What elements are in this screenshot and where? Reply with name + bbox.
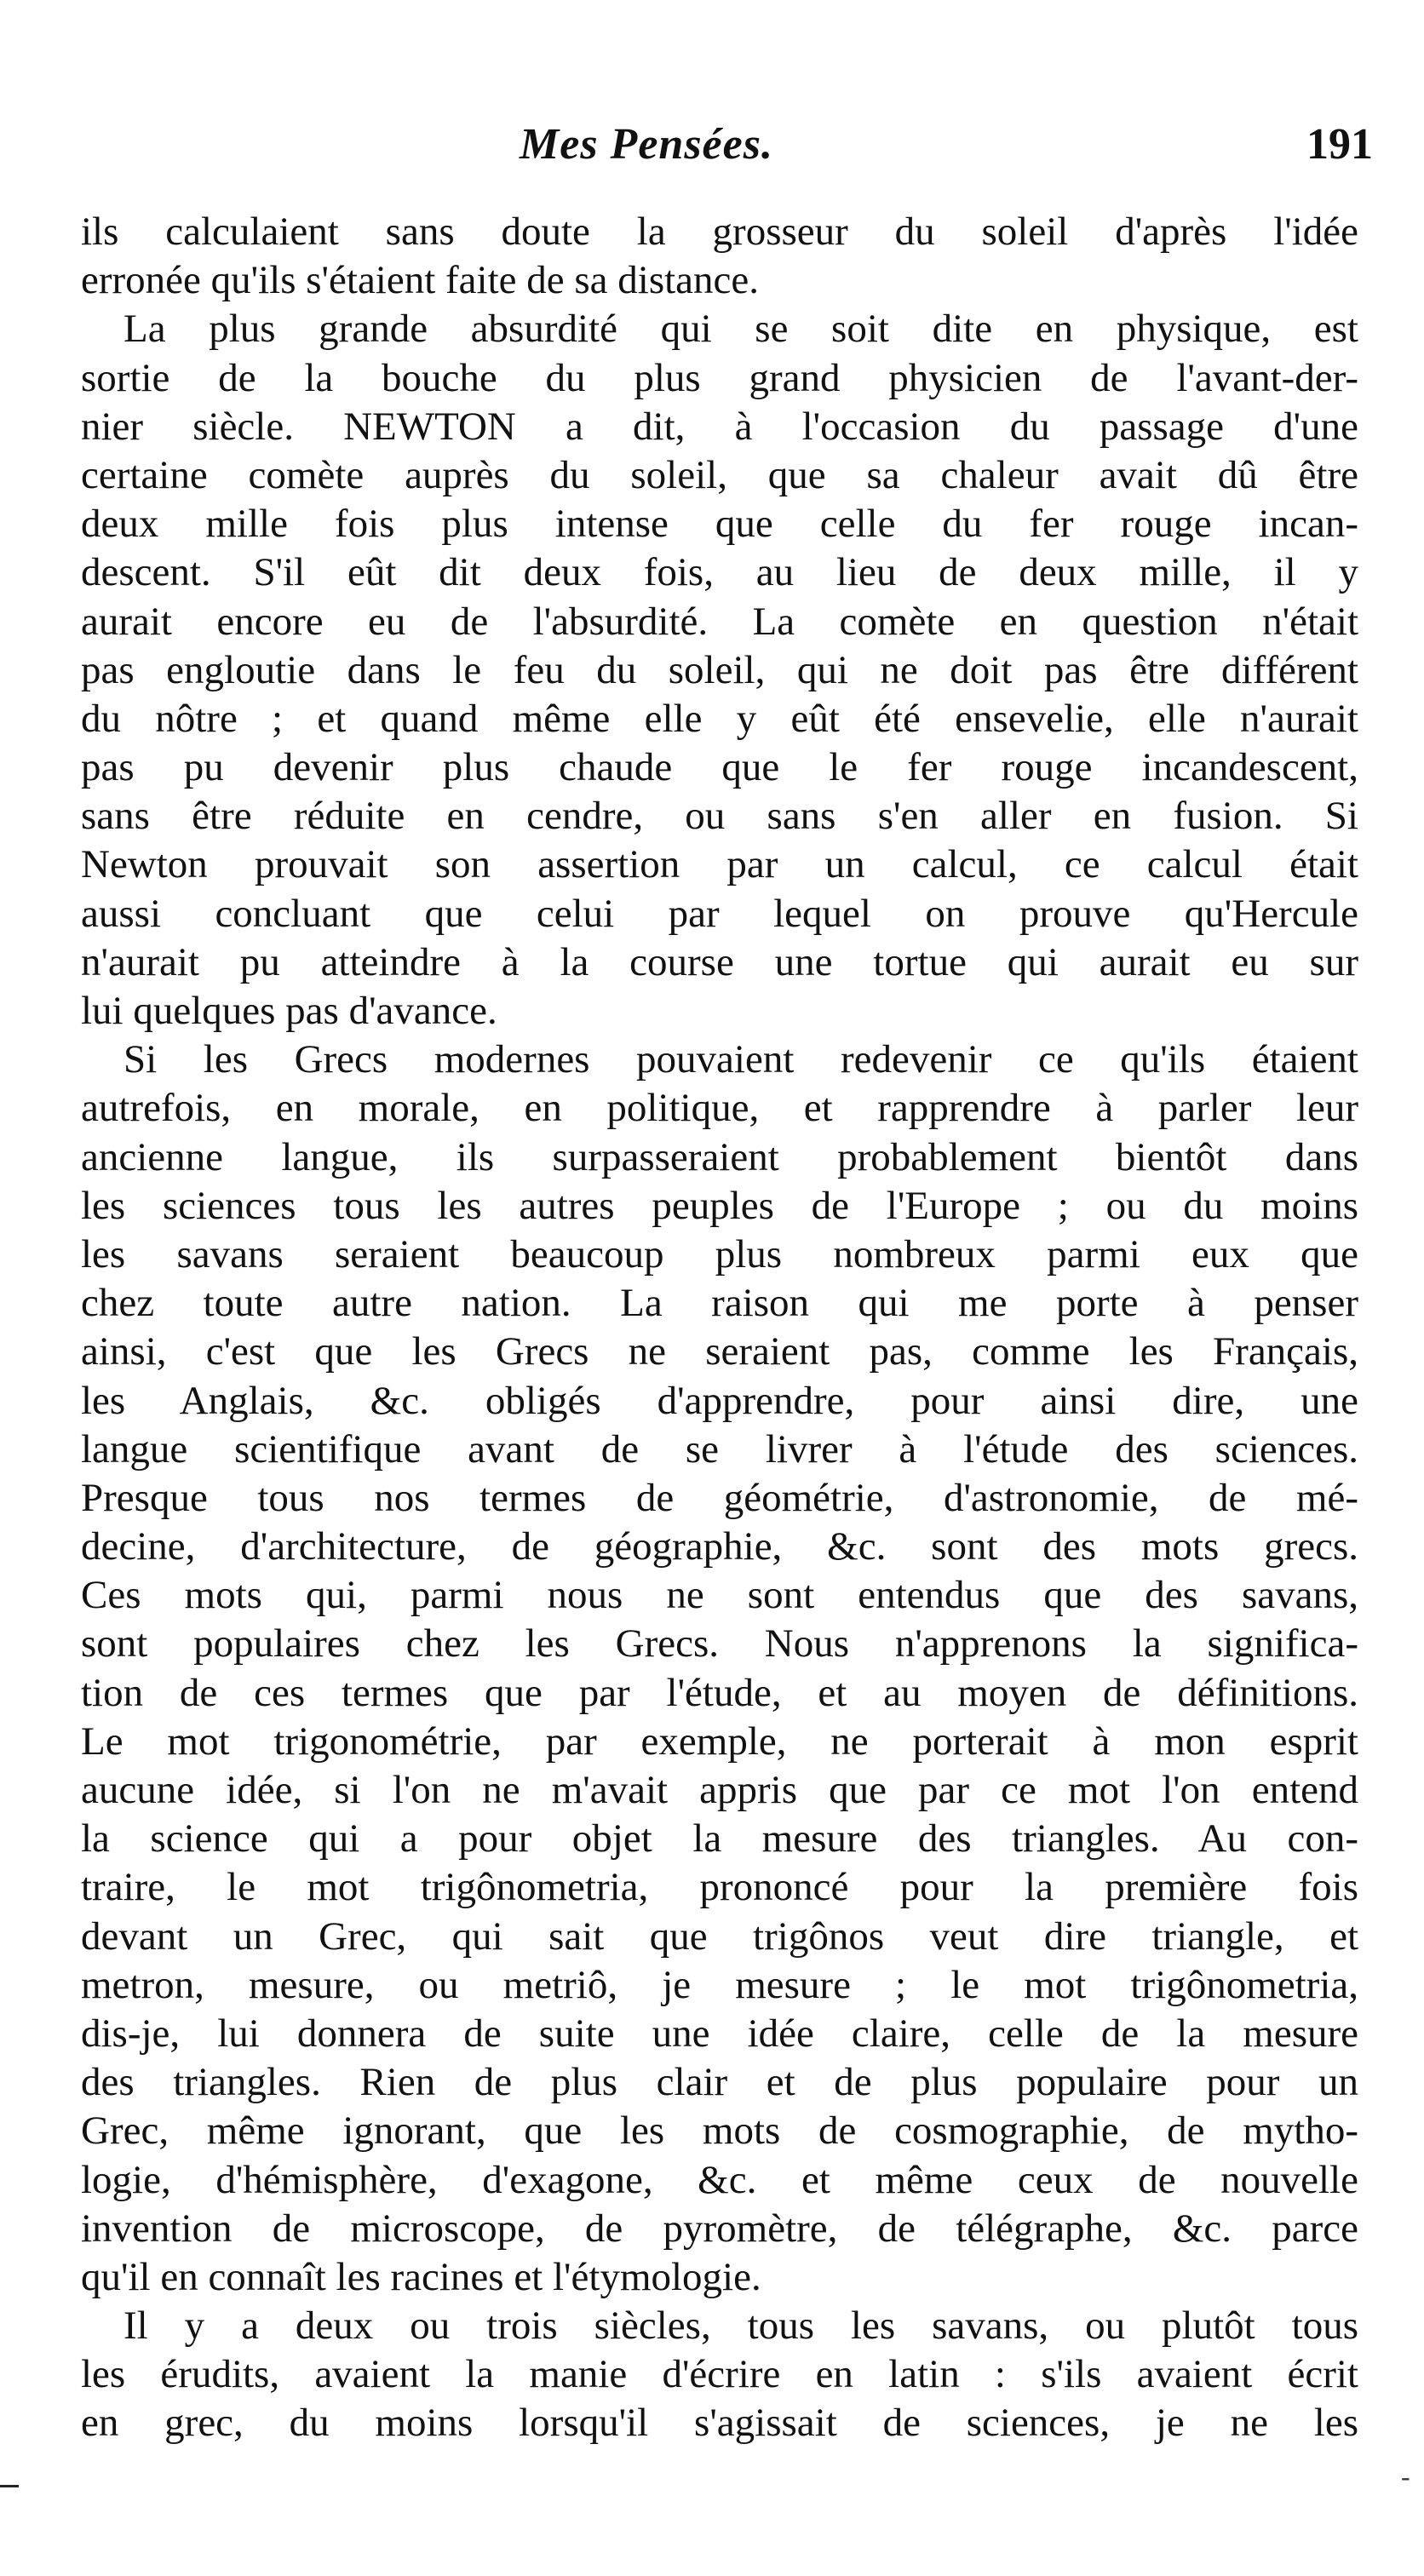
paragraph-start-line: Il y a deux ou trois siècles, tous les savans, ou plutôt tous: [123, 2303, 1358, 2349]
paragraph-start-line: La plus grande absurdité qui se soit dite en physique, est: [123, 307, 1358, 352]
text-line: la science qui a pour objet la mesure des triangles. Au con-: [81, 1816, 1358, 1862]
text-line: ainsi, c'est que les Grecs ne seraient pas, comme les Français,: [81, 1329, 1358, 1374]
text-line: traire, le mot trigônometria, prononcé pour la première fois: [81, 1865, 1358, 1910]
text-line: erronée qu'ils s'étaient faite de sa distance.: [81, 258, 760, 303]
text-line: Ces mots qui, parmi nous ne sont entendus que des savans,: [81, 1573, 1358, 1618]
text-line: langue scientifique avant de se livrer à l'étude des sciences.: [81, 1426, 1358, 1472]
text-line: ancienne langue, ils surpasseraient probablement bientôt dans: [81, 1134, 1358, 1179]
body-text: [81, 208, 1358, 2448]
text-line: lui quelques pas d'avance.: [81, 989, 497, 1033]
text-line: descent. S'il eût dit deux fois, au lieu de deux mille, il y: [81, 550, 1358, 595]
text-line: sans être réduite en cendre, ou sans s'en aller en fusion. Si: [81, 794, 1358, 839]
text-line: dis-je, lui donnera de suite une idée claire, celle de la mesure: [81, 2011, 1358, 2056]
text-line: nier siècle. NEWTON a dit, à l'occasion du passage d'une: [81, 404, 1358, 449]
text-line: Presque tous nos termes de géométrie, d'astronomie, de mé-: [81, 1475, 1358, 1520]
text-line: les sciences tous les autres peuples de l'Europe ; ou du moins: [81, 1183, 1358, 1228]
edge-mark: [0, 2485, 19, 2487]
text-line: certaine comète auprès du soleil, que sa chaleur avait dû être: [81, 452, 1358, 497]
text-line: ils calculaient sans doute la grosseur du soleil d'après l'idée: [81, 209, 1358, 254]
running-head: [0, 119, 1424, 179]
text-line: pas pu devenir plus chaude que le fer rouge incandescent,: [81, 745, 1358, 790]
text-line: aussi concluant que celui par lequel on prouve qu'Hercule: [81, 891, 1358, 936]
text-line: autrefois, en morale, en politique, et rapprendre à parler leur: [81, 1086, 1358, 1131]
text-line: du nôtre ; et quand même elle y eût été ensevelie, elle n'aurait: [81, 696, 1358, 741]
paragraph-start-line: Si les Grecs modernes pouvaient redevenir ce qu'ils étaient: [123, 1037, 1358, 1082]
text-line: les savans seraient beaucoup plus nombreux parmi eux que: [81, 1231, 1358, 1277]
text-line: decine, d'architecture, de géographie, &c. sont des mots grecs.: [81, 1524, 1358, 1569]
text-line: metron, mesure, ou metriô, je mesure ; le mot trigônometria,: [81, 1962, 1358, 2007]
text-line: Grec, même ignorant, que les mots de cosmographie, de mytho-: [81, 2108, 1358, 2154]
text-line: devant un Grec, qui sait que trigônos veut dire triangle, et: [81, 1913, 1358, 1959]
text-line: tion de ces termes que par l'étude, et au moyen de définitions.: [81, 1670, 1358, 1715]
text-line: qu'il en connaît les racines et l'étymologie.: [81, 2254, 761, 2299]
text-line: aurait encore eu de l'absurdité. La comète en question n'était: [81, 599, 1358, 644]
text-line: les érudits, avaient la manie d'écrire en latin : s'ils avaient écrit: [81, 2352, 1358, 2397]
text-line: n'aurait pu atteindre à la course une tortue qui aurait eu sur: [81, 939, 1358, 984]
running-title: Mes Pensées.: [520, 120, 773, 169]
text-line: les Anglais, &c. obligés d'apprendre, pour ainsi dire, une: [81, 1378, 1358, 1423]
text-line: invention de microscope, de pyromètre, de télégraphe, &c. parce: [81, 2206, 1358, 2251]
text-line: aucune idée, si l'on ne m'avait appris que par ce mot l'on entend: [81, 1768, 1358, 1812]
margin-dash: -: [1401, 2461, 1410, 2492]
text-line: en grec, du moins lorsqu'il s'agissait de sciences, je ne les: [81, 2401, 1358, 2446]
text-line: Le mot trigonométrie, par exemple, ne porterait à mon esprit: [81, 1718, 1358, 1764]
text-line: pas engloutie dans le feu du soleil, qui ne doit pas être différent: [81, 647, 1358, 692]
text-line: Newton prouvait son assertion par un calcul, ce calcul était: [81, 842, 1358, 887]
text-line: deux mille fois plus intense que celle du fer rouge incan-: [81, 502, 1358, 547]
text-line: des triangles. Rien de plus clair et de plus populaire pour un: [81, 2060, 1358, 2105]
page-number: 191: [1306, 120, 1373, 169]
text-line: chez toute autre nation. La raison qui me porte à penser: [81, 1281, 1358, 1326]
text-line: sont populaires chez les Grecs. Nous n'apprenons la significa-: [81, 1621, 1358, 1667]
text-line: logie, d'hémisphère, d'exagone, &c. et même ceux de nouvelle: [81, 2157, 1358, 2202]
text-line: sortie de la bouche du plus grand physicien de l'avant-der-: [81, 355, 1358, 400]
